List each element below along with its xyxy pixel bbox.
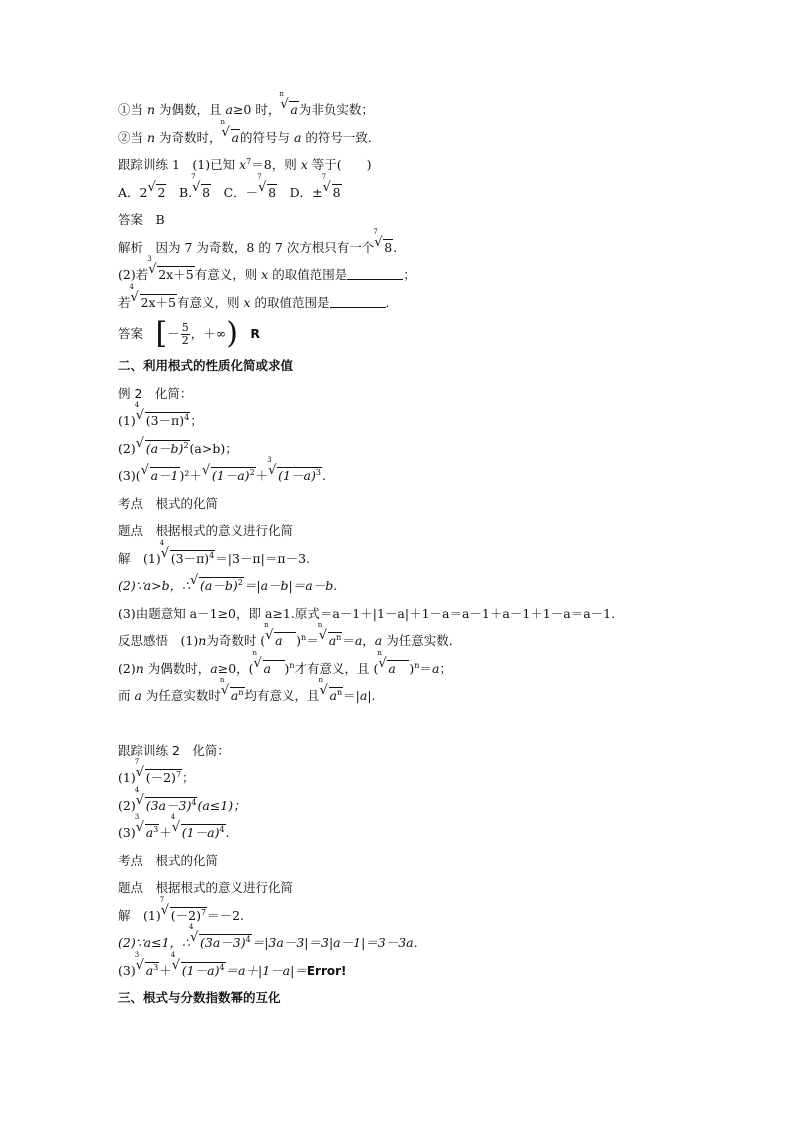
practice-2-title: 跟踪训练 2 化简： (118, 742, 230, 758)
section-3-heading: 三、根式与分数指数幂的互化 (118, 990, 281, 1005)
practice-2-item-3: (3) 3 √ $a^3+$ 4 √ $(1-a)^4$. (118, 813, 230, 840)
practice-1-part2-b: 若 4 √ 2x＋5有意义，则 x 的取值范围是 ． (118, 282, 399, 310)
example-2-item-2: (2) √ $(a-b)^2(a>b)$； (118, 435, 238, 456)
topic-point-1: 考点 根式的化简 (118, 495, 219, 511)
answer-2: 答案 [ － $\frac{5}{2}$ ，＋∞ ) R (118, 316, 261, 351)
practice-2-item-1: (1) 7 √ $(-2)^7$； (118, 758, 195, 785)
reflection-3: 而 a 为任意实数时 n √ $a^n$均有意义，且 n √ $a^n=|a|$. (118, 676, 376, 703)
solution-1-line-1: 解 (1) 4 √ $(3-\pi)^4=|3-\pi|=\pi-3$. (118, 538, 310, 566)
question-point-1: 题点 根据根式的意义进行化简 (118, 523, 294, 538)
reflection-1: 反思感悟 (1)n为奇数时 ( n √ a )$^n$＝ n √ $a^n=a$，a 为任意实数． (118, 621, 462, 648)
example-2-item-1: (1) 4 √ $(3-\pi)^4$； (118, 401, 203, 428)
property-odd: ②当 n 为奇数时， n √ a的符号与 a 的符号一致． (118, 124, 718, 152)
solution-2-line-3: (3) 3 √ $a^3+$ 4 √ $(1-a)^4=a+|1-a|=Error$! (118, 950, 347, 978)
radical-n-a: n √ a (279, 90, 298, 117)
solution-1-line-2: (2)∵a>b，∴ √ $(a-b)^2=|a-b|=a-b$. (118, 573, 338, 593)
question-point-2: 题点 根据根式的意义进行化简 (118, 880, 294, 895)
reflection-2: (2)n 为偶数时，a≥0，( n √ a )$^n$才有意义，且 ( n √ a )$^n$＝a； (118, 648, 452, 676)
answer-1: 答案 B (118, 212, 165, 227)
analysis-1: 解析 因为 7 为奇数，8 的 7 次方根只有一个 7 √ 8. (118, 227, 398, 255)
practice-1-options: A．2 √ 2 B. 7 √ 8 C．－ 7 √ 8 D．± 7 √ 8 (118, 172, 341, 200)
example-2-title: 例 2 化简： (118, 385, 193, 401)
error-marker: Error! (306, 963, 347, 978)
topic-point-2: 考点 根式的化简 (118, 852, 219, 868)
document-page (118, 90, 718, 1012)
section-2-heading: 二、利用根式的性质化简或求值 (118, 358, 294, 373)
solution-2-line-2: (2)∵a≤1，∴ 4 √ $(3a-3)^4=|3a-3|=3|a-1|=3-3a$. (118, 923, 418, 950)
practice-1-question: 跟踪训练 1 (1)已知 $x^7=8$，则 x 等于( ) (118, 157, 372, 172)
radical-n-a: n √ a (220, 117, 239, 145)
practice-1-part2-a: (2)若 3 √ 2x＋5有意义，则 x 的取值范围是 ； (118, 255, 416, 282)
practice-2-item-2: (2) 4 √ $(3a-3)^4(a\le 1)$； (118, 785, 246, 813)
fraction: $\frac{5}{2}$ (181, 320, 189, 347)
solution-1-line-3: (3)由题意知 a－1≥0，即 a≥1.原式＝a－1＋|1－a|＋1－a＝a－1＋a－1＋1－a＝a－1. (118, 605, 616, 621)
example-2-item-3: (3)( √ a－1)²＋ √ $(1-a)^2+$ 3 √ $(1-a)^3$. (118, 456, 326, 483)
answer-blank (347, 267, 403, 280)
solution-2-line-1: 解 (1) 7 √ $(-2)^7=-2$. (118, 895, 244, 923)
answer-blank (330, 295, 386, 308)
property-even: ①当 n 为偶数，且 a≥0 时， n √ a为非负实数； (118, 96, 718, 124)
